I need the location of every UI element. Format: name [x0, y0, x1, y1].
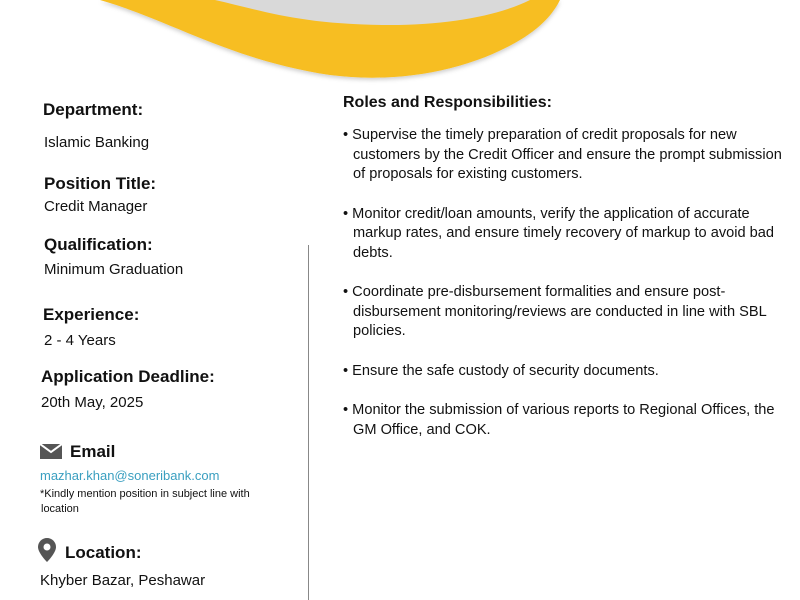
email-link[interactable]: mazhar.khan@soneribank.com	[40, 468, 220, 483]
qualification-value: Minimum Graduation	[44, 261, 184, 278]
roles-list	[343, 126, 798, 440]
location-pin-icon	[38, 538, 56, 562]
location-label: Location:	[65, 543, 142, 562]
role-item: • Ensure the safe custody of security documents.	[343, 362, 798, 382]
envelope-icon	[40, 444, 62, 459]
roles-heading: Roles and Responsibilities:	[343, 94, 552, 111]
email-note-line2: location	[41, 503, 79, 515]
qualification-label: Qualification:	[44, 235, 153, 254]
department-value: Islamic Banking	[44, 134, 150, 151]
position-title-label: Position Title:	[44, 174, 157, 193]
experience-label: Experience:	[43, 305, 140, 324]
deadline-label: Application Deadline:	[41, 367, 215, 386]
role-item: • Supervise the timely preparation of credit proposals for new customers by the Credit Officer and ensure the prompt submission of proposals for existing customers.	[343, 126, 798, 185]
roles-section	[343, 94, 798, 460]
role-item: • Coordinate pre-disbursement formalities and ensure post-disbursement monitoring/reviews are conducted in line with SBL policies.	[343, 283, 798, 342]
experience-value: 2 - 4 Years	[44, 332, 116, 349]
header-wave-graphic	[0, 0, 800, 100]
department-label: Department:	[43, 100, 144, 119]
deadline-value: 20th May, 2025	[41, 394, 144, 411]
column-divider	[308, 245, 309, 600]
email-label: Email	[70, 442, 116, 461]
role-item: • Monitor credit/loan amounts, verify the application of accurate markup rates, and ensure timely recovery of markup to avoid bad debts.	[343, 205, 798, 264]
position-title-value: Credit Manager	[44, 198, 148, 215]
email-note-line1: *Kindly mention position in subject line with	[40, 488, 250, 500]
location-value: Khyber Bazar, Peshawar	[40, 572, 206, 589]
role-item: • Monitor the submission of various reports to Regional Offices, the GM Office, and COK.	[343, 401, 798, 440]
